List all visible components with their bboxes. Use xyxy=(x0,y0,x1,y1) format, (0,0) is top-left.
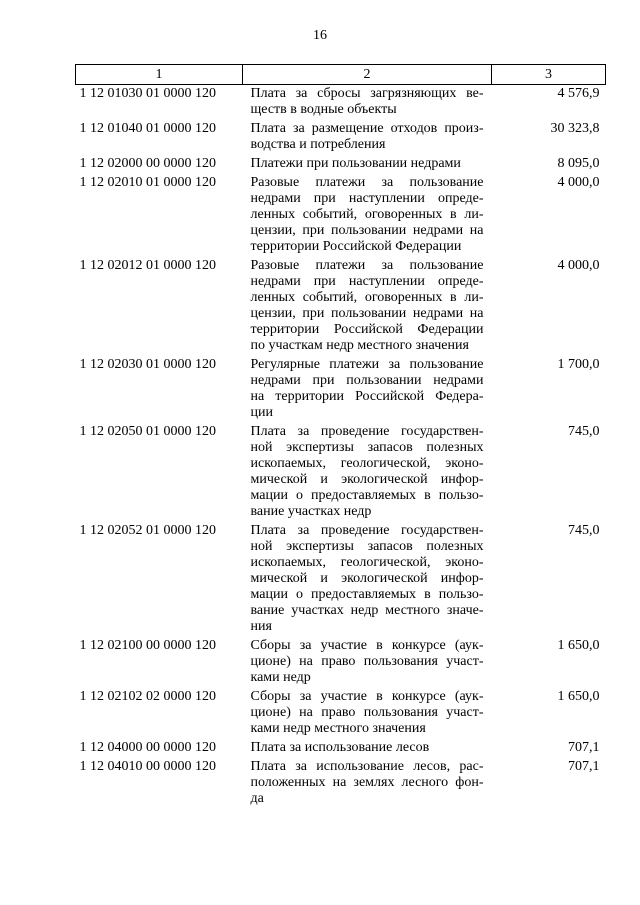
revenue-name xyxy=(243,85,492,122)
revenue-code: 1 12 01030 01 0000 120 xyxy=(79,86,216,101)
revenue-name-line: цензии, при пользовании недрами на xyxy=(250,306,484,321)
revenue-name-line: Сборы за участие в конкурсе (аук- xyxy=(250,689,484,704)
column-header-name: 2 xyxy=(243,65,492,85)
revenue-name-line: ками недр местного значения xyxy=(250,721,426,736)
revenue-name-line: Плата за использование лесов xyxy=(250,740,430,755)
revenue-code: 1 12 04000 00 0000 120 xyxy=(79,740,216,755)
revenue-name-line: Разовые платежи за пользование xyxy=(250,175,484,190)
revenue-name-line: недрами при пользовании недрами xyxy=(250,373,484,388)
revenue-name xyxy=(243,121,492,156)
revenue-amount: 8 095,0 xyxy=(557,156,600,171)
revenue-name-line: территории Российской Федерации xyxy=(250,322,484,337)
revenue-code: 1 12 02052 01 0000 120 xyxy=(79,523,216,538)
revenue-name xyxy=(243,156,492,175)
revenue-name xyxy=(243,759,492,810)
revenue-name-line: Плата за проведение государствен- xyxy=(250,424,484,439)
revenue-amount: 745,0 xyxy=(568,424,600,439)
revenue-name-line: водства и потребления xyxy=(250,137,386,152)
revenue-name-line: Разовые платежи за пользование xyxy=(250,258,484,273)
revenue-name-line: ной экспертизы запасов полезных xyxy=(250,440,484,455)
revenue-name-line: Плата за использование лесов, рас- xyxy=(250,759,484,774)
revenue-name-line: вание участках недр xyxy=(250,504,372,519)
revenue-name-line: на территории Российской Федера- xyxy=(250,389,484,404)
revenue-code: 1 12 02050 01 0000 120 xyxy=(79,424,216,439)
revenue-amount: 707,1 xyxy=(568,740,600,755)
page-number: 16 xyxy=(313,28,327,43)
table-row xyxy=(76,759,606,810)
revenue-amount: 4 000,0 xyxy=(557,258,600,273)
revenue-name-line: ископаемых, геологической, эконо- xyxy=(250,456,484,471)
table-body xyxy=(76,85,606,811)
revenue-name-line: территории Российской Федерации xyxy=(250,239,462,254)
table-row xyxy=(76,357,606,424)
column-header-code: 1 xyxy=(76,65,243,85)
revenue-name-line: Плата за сбросы загрязняющих ве- xyxy=(250,86,484,101)
revenue-name xyxy=(243,357,492,424)
revenue-amount: 1 650,0 xyxy=(557,638,600,653)
revenue-amount: 4 576,9 xyxy=(557,86,600,101)
revenue-name-line: ленных событий, оговоренных в ли- xyxy=(250,290,484,305)
revenue-name-line: недрами при наступлении опреде- xyxy=(250,191,484,206)
revenue-code: 1 12 02000 00 0000 120 xyxy=(79,156,216,171)
revenue-name-line: цензии, при пользовании недрами на xyxy=(250,223,484,238)
table-row xyxy=(76,638,606,689)
revenue-name-line: мической и экологической инфор- xyxy=(250,472,484,487)
revenue-name-line: ния xyxy=(250,619,272,634)
revenue-name-line: Сборы за участие в конкурсе (аук- xyxy=(250,638,484,653)
revenue-name-line: ленных событий, оговоренных в ли- xyxy=(250,207,484,222)
column-header-amount: 3 xyxy=(492,65,606,85)
revenue-name-line: мации о предоставляемых в пользо- xyxy=(250,587,484,602)
revenue-name xyxy=(243,258,492,357)
revenue-name-line: да xyxy=(250,791,264,806)
revenue-code: 1 12 04010 00 0000 120 xyxy=(79,759,216,774)
revenue-name-line: вание участках недр местного значе- xyxy=(250,603,484,618)
table-row xyxy=(76,85,606,122)
revenue-name xyxy=(243,638,492,689)
revenue-code: 1 12 02102 02 0000 120 xyxy=(79,689,216,704)
revenue-name-line: ционе) на право пользования участ- xyxy=(250,654,484,669)
revenue-amount: 30 323,8 xyxy=(550,121,600,136)
revenue-name-line: мической и экологической инфор- xyxy=(250,571,484,586)
revenue-name-line: ществ в водные объекты xyxy=(250,102,397,117)
table-row xyxy=(76,689,606,740)
revenue-name-line: Плата за размещение отходов произ- xyxy=(250,121,484,136)
revenue-name xyxy=(243,175,492,258)
revenue-name-line: недрами при наступлении опреде- xyxy=(250,274,484,289)
revenue-code: 1 12 02010 01 0000 120 xyxy=(79,175,216,190)
revenue-name xyxy=(243,689,492,740)
revenue-name-line: ной экспертизы запасов полезных xyxy=(250,539,484,554)
revenue-amount: 1 700,0 xyxy=(557,357,600,372)
table-row xyxy=(76,258,606,357)
table-row xyxy=(76,740,606,759)
revenue-amount: 4 000,0 xyxy=(557,175,600,190)
revenue-amount: 707,1 xyxy=(568,759,600,774)
revenue-name-line: положенных на землях лесного фон- xyxy=(250,775,484,790)
table-row xyxy=(76,121,606,156)
revenue-code: 1 12 02012 01 0000 120 xyxy=(79,258,216,273)
table-row xyxy=(76,156,606,175)
revenue-amount: 1 650,0 xyxy=(557,689,600,704)
revenue-name-line: Плата за проведение государствен- xyxy=(250,523,484,538)
table-row xyxy=(76,424,606,523)
revenue-name-line: Платежи при пользовании недрами xyxy=(250,156,461,171)
revenue-name xyxy=(243,424,492,523)
revenue-name-line: ции xyxy=(250,405,273,420)
revenue-amount: 745,0 xyxy=(568,523,600,538)
revenue-name-line: Регулярные платежи за пользование xyxy=(250,357,484,372)
revenue-code: 1 12 02100 00 0000 120 xyxy=(79,638,216,653)
revenue-name-line: ционе) на право пользования участ- xyxy=(250,705,484,720)
revenue-name xyxy=(243,523,492,638)
revenue-name-line: ископаемых, геологической, эконо- xyxy=(250,555,484,570)
table-header-row xyxy=(76,65,606,85)
revenue-name-line: мации о предоставляемых в пользо- xyxy=(250,488,484,503)
revenue-name-line: по участкам недр местного значения xyxy=(250,338,469,353)
table-row xyxy=(76,175,606,258)
revenue-code: 1 12 01040 01 0000 120 xyxy=(79,121,216,136)
table-row xyxy=(76,523,606,638)
budget-revenue-table xyxy=(75,64,606,810)
revenue-name-line: ками недр xyxy=(250,670,311,685)
revenue-name xyxy=(243,740,492,759)
revenue-code: 1 12 02030 01 0000 120 xyxy=(79,357,216,372)
